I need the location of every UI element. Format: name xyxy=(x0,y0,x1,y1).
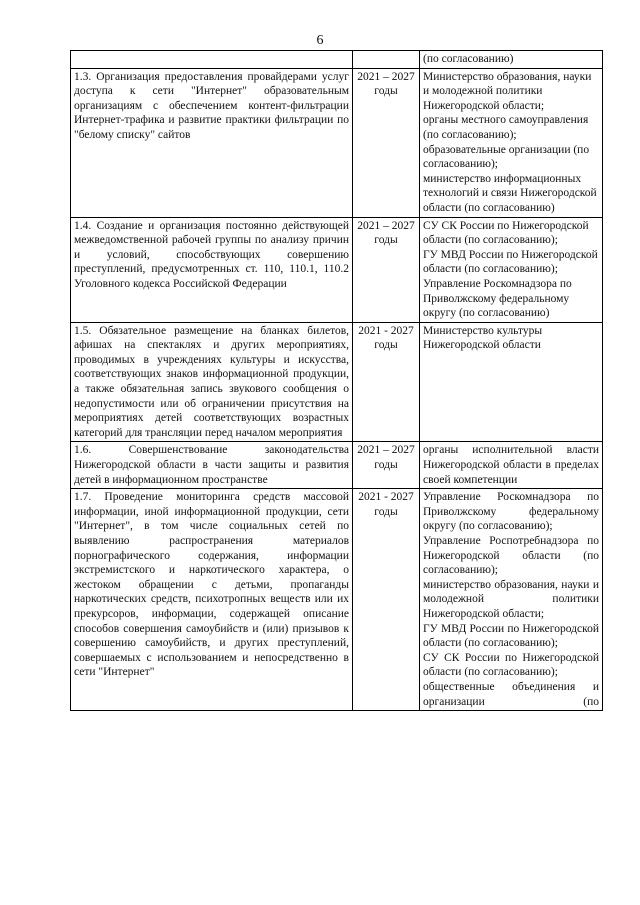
measures-table xyxy=(70,50,603,711)
table-row xyxy=(71,442,603,489)
term-cell: 2021 – 2027 годы xyxy=(353,217,420,322)
executors-cell xyxy=(420,442,603,489)
executor-item: образовательные организации (по согласованию); xyxy=(423,143,590,171)
term-cell: 2021 – 2027 годы xyxy=(353,442,420,489)
executor-item: (по согласованию) xyxy=(423,53,514,65)
executor-item: ГУ МВД России по Нижегородской области (по согласованию); xyxy=(423,248,598,276)
executor-item: Управление Роскомнадзора по Приволжскому федеральному округу (по согласованию); xyxy=(423,491,599,533)
page-number: 6 xyxy=(316,33,324,48)
measure-cell: 1.3. Организация предоставления провайдерами услуг доступа к сети "Интернет" образовательным организациям с обеспечением контент-фильтрации Интернет-трафика и развитие практики фильтрации по "белому списку" сайтов xyxy=(71,68,353,217)
measure-cell: 1.5. Обязательное размещение на бланках билетов, афишах на спектаклях и других мероприятиях, проводимых в учреждениях культуры и искусства, соответствующих знаков информационной продукции, а также обязательная запись звукового сообщения о недопустимости или об ограничении присутствия на мероприятиях детей соответствующих возрастных категорий для трансляции перед началом мероприятия xyxy=(71,322,353,442)
table-row-continuation xyxy=(71,51,603,69)
executor-item: ГУ МВД России по Нижегородской области (по согласованию); xyxy=(423,622,599,650)
table-row xyxy=(71,322,603,442)
executor-item: СУ СК России по Нижегородской области (по согласованию); xyxy=(423,651,599,679)
executor-item: Министерство образования, науки и молодежной политики Нижегородской области; xyxy=(423,70,592,112)
executor-item: Министерство культуры Нижегородской области xyxy=(423,324,543,352)
executors-cell xyxy=(420,489,603,711)
measure-cell: 1.7. Проведение мониторинга средств массовой информации, иной информационной продукции, сети "Интернет", в том числе социальных сетей по выявлению распространения материалов порнографического содержания, информации экстремистского и наркотического характера, о жестоком обращении с детьми, пропаганды наркотических средств, психотропных веществ или их прекурсоров, информации, содержащей описание способов совершения самоубийств и (или) призывов к совершению самоубийств, и других преступлений, совершаемых с использованием и непосредственно в сети "Интернет" xyxy=(71,489,353,711)
executor-item: Управление Роспотребнадзора по Нижегородской области (по согласованию); xyxy=(423,535,599,577)
executors-cell xyxy=(420,51,603,69)
executors-cell xyxy=(420,68,603,217)
executor-item: органы местного самоуправления (по согласованию); xyxy=(423,114,589,141)
executors-cell xyxy=(420,322,603,442)
measure-cell: 1.6. Совершенствование законодательства Нижегородской области в части защиты и развития детей в информационном пространстве xyxy=(71,442,353,489)
measure-cell: 1.4. Создание и организация постоянно действующей межведомственной рабочей группы по анализу причин и условий, способствующих совершению преступлений, предусмотренных ст. 110, 110.1, 110.2 Уголовного кодекса Российской Федерации xyxy=(71,217,353,322)
table-row xyxy=(71,68,603,217)
term-cell xyxy=(353,51,420,69)
executors-cell xyxy=(420,217,603,322)
table-row xyxy=(71,489,603,711)
executor-item: министерство информационных технологий и связи Нижегородской области (по согласованию) xyxy=(423,172,597,214)
executor-item: органы исполнительной власти Нижегородской области в пределах своей компетенции xyxy=(423,444,599,486)
executor-item: министерство образования, науки и молодежной политики Нижегородской области; xyxy=(423,578,599,620)
executor-item: СУ СК России по Нижегородской области (по согласованию); xyxy=(423,219,589,247)
executor-item: общественные объединения и организации (по xyxy=(423,680,599,708)
term-cell: 2021 – 2027 годы xyxy=(353,68,420,217)
measure-cell xyxy=(71,51,353,69)
table-row xyxy=(71,217,603,322)
executor-item: Управление Роскомнадзора по Приволжскому федеральному округу (по согласованию) xyxy=(423,277,572,320)
term-cell: 2021 - 2027 годы xyxy=(353,322,420,442)
term-cell: 2021 - 2027 годы xyxy=(353,489,420,711)
